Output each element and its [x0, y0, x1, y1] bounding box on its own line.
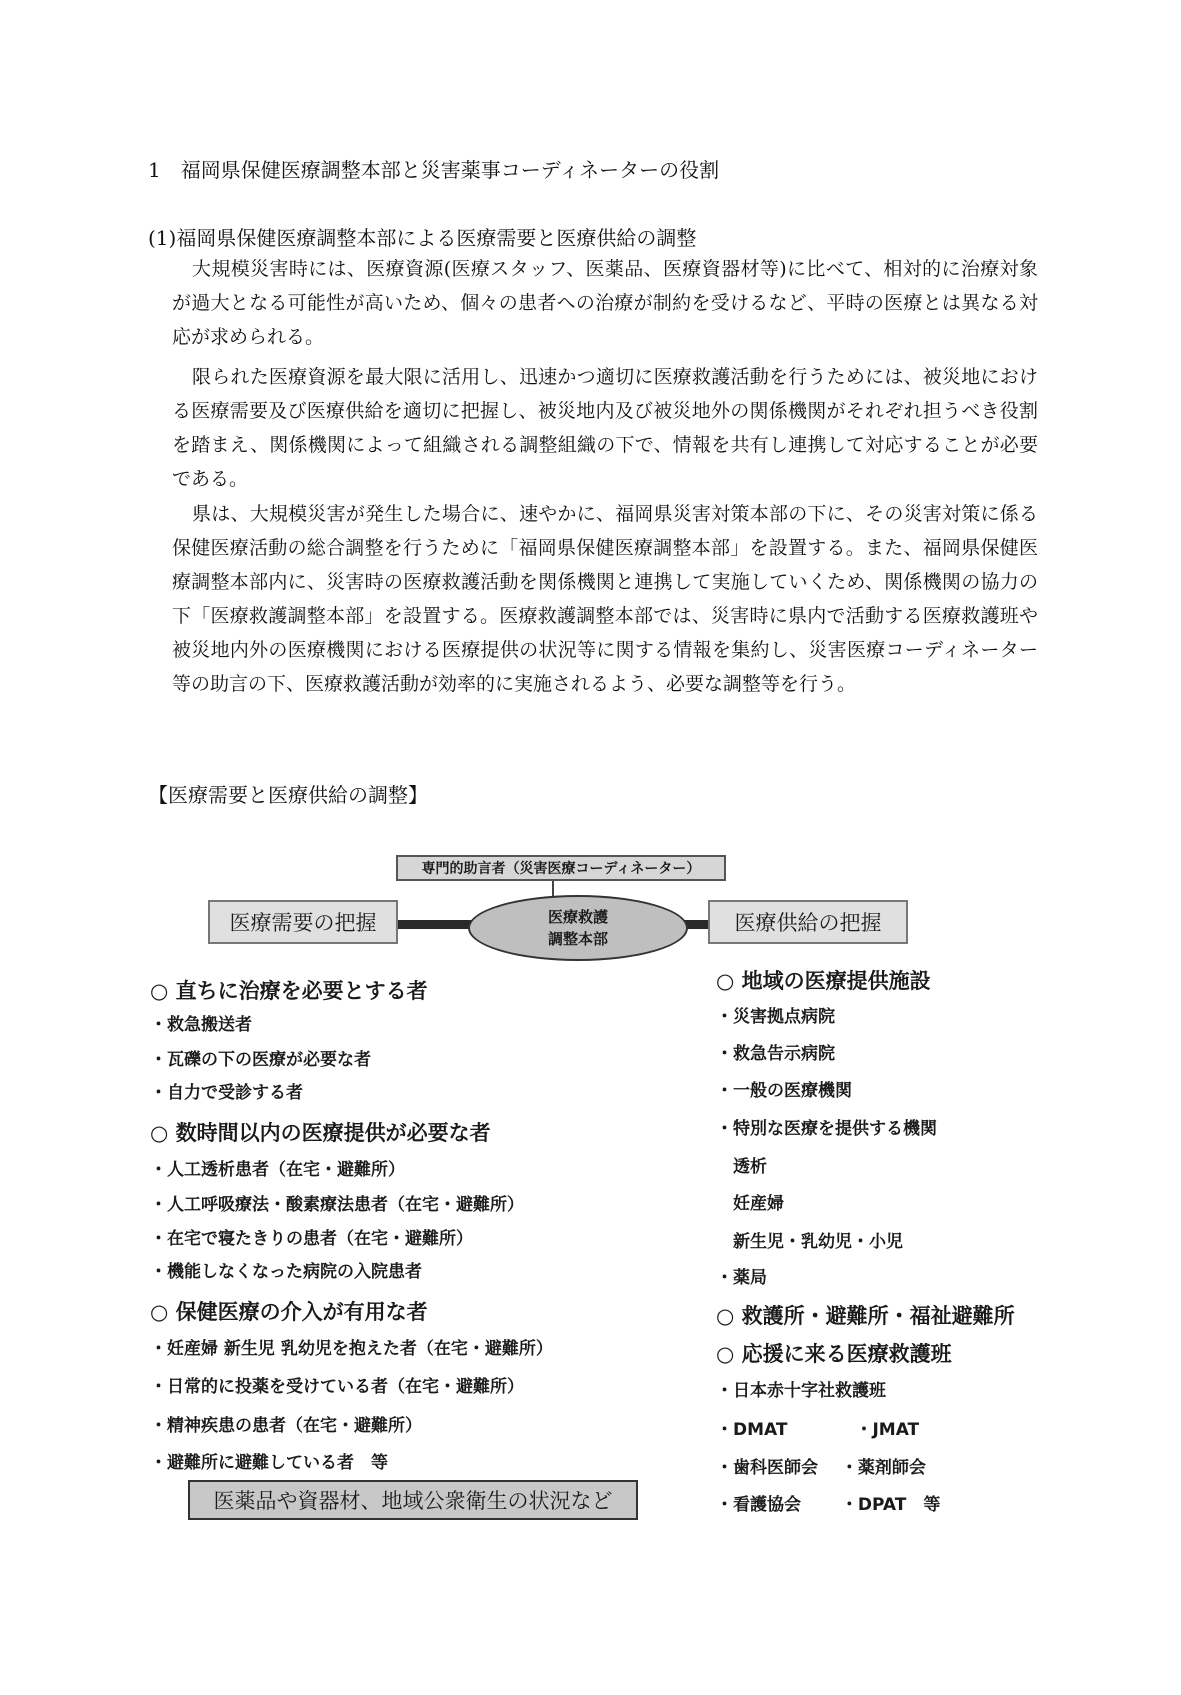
list-item: ・日常的に投薬を受けている者（在宅・避難所）: [150, 1377, 524, 1397]
hq-ellipse: [468, 895, 688, 961]
list-heading: ○ 直ちに治療を必要とする者: [150, 979, 428, 1003]
list-item: ・自力で受診する者: [150, 1083, 303, 1103]
section-subheading: (1)福岡県保健医療調整本部による医療需要と医療供給の調整: [148, 226, 697, 250]
list-item: ・救急搬送者: [150, 1015, 252, 1035]
list-item: 妊産婦: [716, 1194, 784, 1214]
list-item: ・機能しなくなった病院の入院患者: [150, 1262, 422, 1282]
list-item: ・看護協会 ・DPAT 等: [716, 1495, 941, 1515]
list-item: ・日本赤十字社救護班: [716, 1381, 886, 1401]
list-item: 新生児・乳幼児・小児: [716, 1232, 903, 1252]
paragraph-text: 県は、大規模災害が発生した場合に、速やかに、福岡県災害対策本部の下に、その災害対策に係る保健医療活動の総合調整を行うために「福岡県保健医療調整本部」を設置する。また、福岡県保健医療調整本部内に、災害時の医療救護活動を関係機関と連携して実施していくため、関係機関の協力の下「医療救護調整本部」を設置する。医療救護調整本部では、災害時に県内で活動する医療救護班や被災地内外の医療機関における医療提供の状況等に関する情報を集約し、災害医療コーディネーター等の助言の下、医療救護活動が効率的に実施されるよう、必要な調整等を行う。: [172, 503, 1038, 695]
paragraph-1: [172, 252, 1038, 354]
list-item: ・人工呼吸療法・酸素療法患者（在宅・避難所）: [150, 1195, 524, 1215]
demand-header: 医療需要の把握: [208, 900, 398, 944]
coordination-diagram: [148, 850, 1034, 1538]
advisor-box: 専門的助言者（災害医療コーディネーター）: [396, 855, 726, 881]
hq-label-line2: 調整本部: [547, 930, 608, 948]
list-item: ・瓦礫の下の医療が必要な者: [150, 1050, 371, 1070]
list-item: ・避難所に避難している者 等: [150, 1453, 388, 1473]
list-item: ・DMAT ・JMAT: [716, 1420, 920, 1440]
supply-header: 医療供給の把握: [708, 900, 908, 944]
list-item: ・特別な医療を提供する機関: [716, 1119, 937, 1139]
list-item: ・歯科医師会 ・薬剤師会: [716, 1458, 926, 1478]
list-item: ・人工透析患者（在宅・避難所）: [150, 1160, 405, 1180]
list-item: ・災害拠点病院: [716, 1007, 835, 1027]
paragraph-text: 大規模災害時には、医療資源(医療スタッフ、医薬品、医療資器材等)に比べて、相対的に治療対象が過大となる可能性が高いため、個々の患者への治療が制約を受けるなど、平時の医療とは異なる対応が求められる。: [172, 258, 1038, 348]
paragraph-text: 限られた医療資源を最大限に活用し、迅速かつ適切に医療救護活動を行うためには、被災地における医療需要及び医療供給を適切に把握し、被災地内及び被災地外の関係機関がそれぞれ担うべき役割を踏まえ、関係機関によって組織される調整組織の下で、情報を共有し連携して対応することが必要である。: [172, 366, 1038, 490]
hq-label-line1: 医療救護: [547, 908, 608, 926]
bottom-note-box: 医薬品や資器材、地域公衆衛生の状況など: [188, 1480, 638, 1520]
list-item: ・妊産婦 新生児 乳幼児を抱えた者（在宅・避難所）: [150, 1339, 553, 1359]
list-heading: ○ 保健医療の介入が有用な者: [150, 1300, 428, 1324]
list-heading: ○ 応援に来る医療救護班: [716, 1342, 952, 1366]
list-item: 透析: [716, 1157, 767, 1177]
figure-caption: 【医療需要と医療供給の調整】: [148, 783, 428, 807]
list-heading: ○ 地域の医療提供施設: [716, 969, 931, 993]
list-item: ・薬局: [716, 1268, 767, 1288]
list-item: ・一般の医療機関: [716, 1081, 852, 1101]
list-item: ・精神疾患の患者（在宅・避難所）: [150, 1416, 422, 1436]
list-item: ・救急告示病院: [716, 1044, 835, 1064]
list-heading: ○ 救護所・避難所・福祉避難所: [716, 1304, 1015, 1328]
section-heading: 1 福岡県保健医療調整本部と災害薬事コーディネーターの役割: [148, 158, 720, 182]
paragraph-2: [172, 360, 1038, 496]
paragraph-3: [172, 497, 1038, 701]
list-item: ・在宅で寝たきりの患者（在宅・避難所）: [150, 1229, 473, 1249]
list-heading: ○ 数時間以内の医療提供が必要な者: [150, 1121, 491, 1145]
